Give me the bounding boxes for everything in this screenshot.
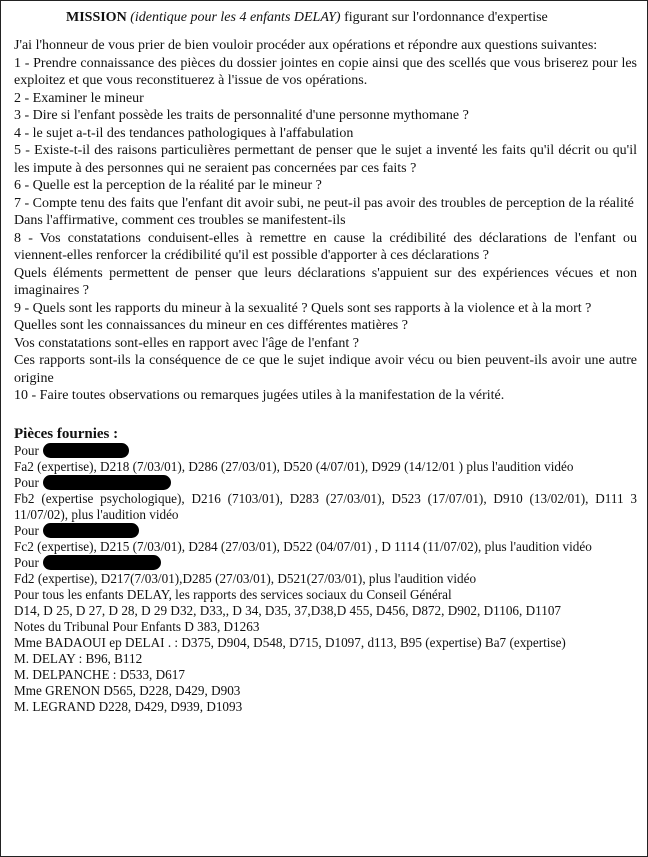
question-item: 5 - Existe-t-il des raisons particulières permettant de penser que le sujet a inventé les faits qu'il décrit ou qu'il les impute à des personnes qui ne seraient pas concernées par ces faits ? <box>14 143 637 176</box>
section-gap <box>14 405 637 425</box>
pieces-group: Fa2 (expertise), D218 (7/03/01), D286 (27/03/01), D520 (4/07/01), D929 (14/12/01 ) plus l'audition vidéo <box>14 458 574 474</box>
question-item: Quelles sont les connaissances du mineur en ces différentes matières ? <box>14 318 408 333</box>
pour-label: Pour <box>14 442 39 458</box>
pour-line <box>14 443 637 459</box>
question-item: 10 - Faire toutes observations ou remarques jugées utiles à la manifestation de la vérité. <box>14 388 505 403</box>
pieces-group: Fd2 (expertise), D217(7/03/01),D285 (27/03/01), D521(27/03/01), plus l'audition vidéo <box>14 570 477 586</box>
redaction-bar <box>43 443 129 458</box>
question-item: Ces rapports sont-ils la conséquence de ce que le sujet indique avoir vécu ou bien peuvent-ils avoir une autre origine <box>14 353 637 386</box>
redaction-bar <box>43 475 171 490</box>
pieces-line: M. LEGRAND D228, D429, D939, D1093 <box>14 698 243 714</box>
pieces-line: M. DELPANCHE : D533, D617 <box>14 666 185 682</box>
pieces-line: M. DELAY : B96, B112 <box>14 650 143 666</box>
pour-line <box>14 523 637 539</box>
question-item: 2 - Examiner le mineur <box>14 90 144 106</box>
pour-label: Pour <box>14 554 39 570</box>
questions-block <box>14 37 637 405</box>
question-item: Dans l'affirmative, comment ces troubles se manifestent-ils <box>14 213 346 228</box>
document-content <box>14 9 637 715</box>
mission-label: MISSION <box>66 10 127 25</box>
pieces-line: Mme GRENON D565, D228, D429, D903 <box>14 682 241 698</box>
pieces-title: Pièces fournies : <box>14 425 119 442</box>
question-item: 9 - Quels sont les rapports du mineur à la sexualité ? Quels sont ses rapports à la violence et à la mort ? <box>14 300 592 316</box>
pour-label: Pour <box>14 474 39 490</box>
mission-note: (identique pour les 4 enfants DELAY) <box>130 10 341 25</box>
mission-rest: figurant sur l'ordonnance d'expertise <box>340 10 548 25</box>
intro-paragraph: J'ai l'honneur de vous prier de bien vouloir procéder aux opérations et répondre aux questions suivantes: <box>14 38 598 53</box>
pieces-line: Pour tous les enfants DELAY, les rapports des services sociaux du Conseil Général <box>14 586 452 602</box>
mission-heading <box>66 9 637 27</box>
question-item: 8 - Vos constatations conduisent-elles à remettre en cause la crédibilité des déclarations de l'enfant ou viennent-elles renforcer la crédibilité qu'il est possible d'apporter à ces déclarations ? <box>14 230 637 263</box>
pieces-group: Fc2 (expertise), D215 (7/03/01), D284 (27/03/01), D522 (04/07/01) , D 1114 (11/07/02), plus l'audition vidéo <box>14 538 592 554</box>
pieces-line: D14, D 25, D 27, D 28, D 29 D32, D33,, D 34, D35, 37,D38,D 455, D456, D872, D902, D1106, D1107 <box>14 602 562 618</box>
pour-line <box>14 555 637 571</box>
question-item: Vos constatations sont-elles en rapport avec l'âge de l'enfant ? <box>14 335 359 351</box>
redaction-bar <box>43 523 139 538</box>
pieces-group: Fb2 (expertise psychologique), D216 (7103/01), D283 (27/03/01), D523 (17/07/01), D910 (13/02/01), D111 3 11/07/02), plus l'audition vidéo <box>14 490 637 522</box>
question-item: 4 - le sujet a-t-il des tendances pathologiques à l'affabulation <box>14 125 354 141</box>
question-item: 6 - Quelle est la perception de la réalité par le mineur ? <box>14 178 322 193</box>
pieces-section <box>14 425 637 715</box>
redaction-bar <box>43 555 161 570</box>
pieces-line: Mme BADAOUI ep DELAI . : D375, D904, D548, D715, D1097, d113, B95 (expertise) Ba7 (expertise) <box>14 634 566 650</box>
question-item: 7 - Compte tenu des faits que l'enfant dit avoir subi, ne peut-il pas avoir des troubles de perception de la réalité <box>14 195 634 211</box>
pour-line <box>14 475 637 491</box>
question-item: Quels éléments permettent de penser que leurs déclarations s'appuient sur des expériences vécues et non imaginaires ? <box>14 265 637 298</box>
question-item: 3 - Dire si l'enfant possède les traits de personnalité d'une personne mythomane ? <box>14 108 469 123</box>
question-item: 1 - Prendre connaissance des pièces du dossier jointes en copie ainsi que des scellés que vous briserez pour les exploitez et que vous reconstituerez à l'issue de vos opérations. <box>14 55 637 88</box>
pieces-line: Notes du Tribunal Pour Enfants D 383, D1263 <box>14 618 260 634</box>
pour-label: Pour <box>14 522 39 538</box>
